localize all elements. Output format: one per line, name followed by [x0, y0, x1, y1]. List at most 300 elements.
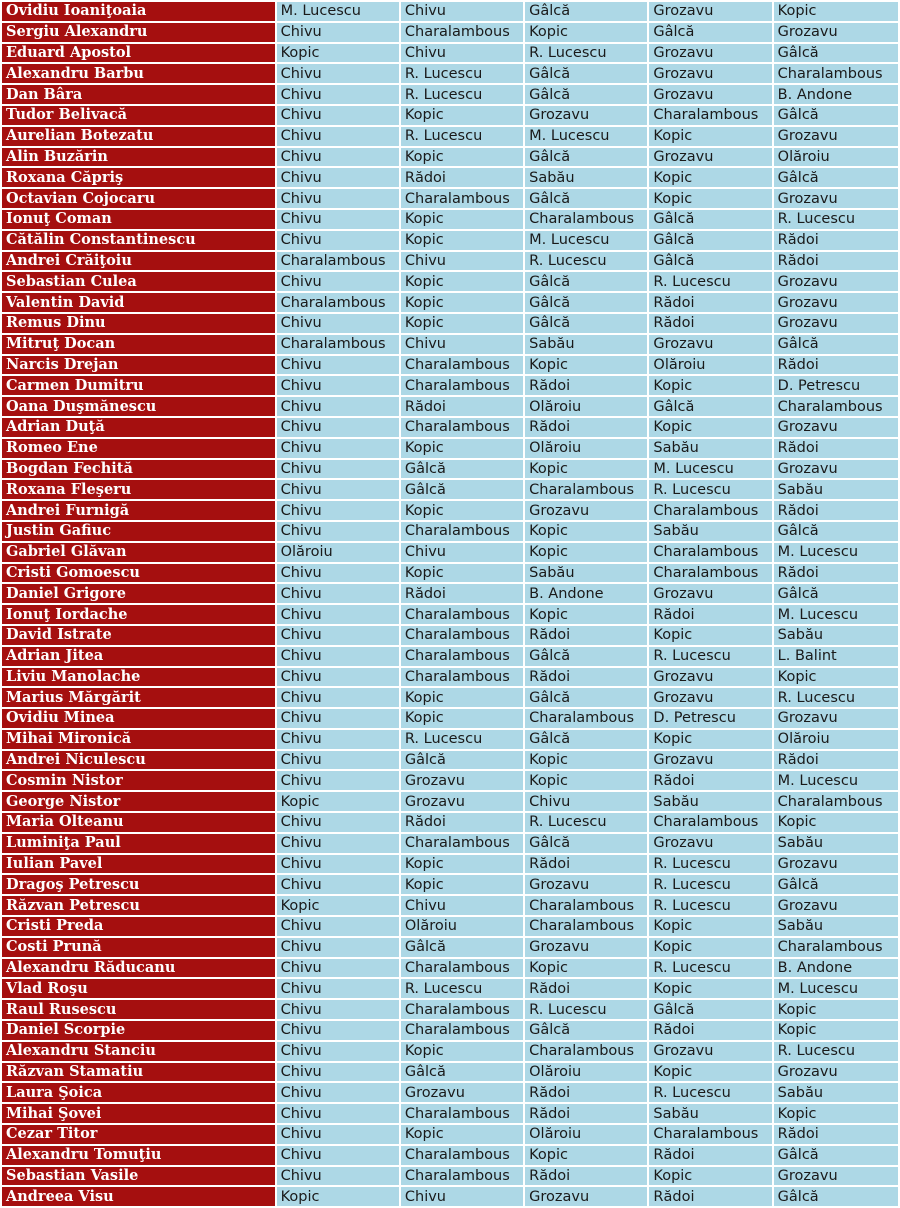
journalist-name: Dragoş Petrescu — [2, 875, 275, 894]
pick-5-cell: Gâlcă — [774, 335, 898, 354]
pick-1-cell: Chivu — [277, 855, 399, 874]
table-row — [2, 730, 898, 749]
journalist-name: George Nistor — [2, 792, 275, 811]
pick-3-cell: Olăroiu — [525, 1125, 647, 1144]
pick-4-cell: Rădoi — [649, 1187, 771, 1206]
pick-4-cell: Kopic — [649, 938, 771, 957]
pick-5-cell: Rădoi — [774, 252, 898, 271]
pick-4-cell: Grozavu — [649, 1042, 771, 1061]
pick-5-cell: Kopic — [774, 813, 898, 832]
pick-3-cell: Charalambous — [525, 709, 647, 728]
pick-5-cell: Gâlcă — [774, 1187, 898, 1206]
pick-4-cell: Charalambous — [649, 501, 771, 520]
pick-4-cell: Charalambous — [649, 106, 771, 125]
pick-1-cell: Chivu — [277, 813, 399, 832]
pick-3-cell: Gâlcă — [525, 834, 647, 853]
journalist-name: Gabriel Glăvan — [2, 543, 275, 562]
pick-1-cell: Chivu — [277, 730, 399, 749]
pick-1-cell: Chivu — [277, 480, 399, 499]
pick-5-cell: Sabău — [774, 834, 898, 853]
table-row — [2, 813, 898, 832]
pick-2-cell: Charalambous — [401, 647, 523, 666]
pick-3-cell: Kopic — [525, 1146, 647, 1165]
pick-5-cell: M. Lucescu — [774, 605, 898, 624]
pick-5-cell: Kopic — [774, 1104, 898, 1123]
journalist-name: Roxana Fleşeru — [2, 480, 275, 499]
pick-1-cell: Chivu — [277, 605, 399, 624]
pick-2-cell: Rădoi — [401, 397, 523, 416]
pick-4-cell: Gâlcă — [649, 252, 771, 271]
table-row — [2, 647, 898, 666]
table-row — [2, 979, 898, 998]
journalist-name: Romeo Ene — [2, 439, 275, 458]
pick-1-cell: Charalambous — [277, 335, 399, 354]
pick-4-cell: Kopic — [649, 1167, 771, 1186]
journalist-name: Laura Şoica — [2, 1083, 275, 1102]
table-row — [2, 1000, 898, 1019]
pick-1-cell: Chivu — [277, 626, 399, 645]
journalist-name: Alexandru Stanciu — [2, 1042, 275, 1061]
journalist-name: Roxana Căpriş — [2, 168, 275, 187]
journalist-name: Ionuţ Iordache — [2, 605, 275, 624]
journalist-name: Adrian Duţă — [2, 418, 275, 437]
pick-1-cell: Chivu — [277, 979, 399, 998]
pick-3-cell: Kopic — [525, 751, 647, 770]
pick-1-cell: Kopic — [277, 1187, 399, 1206]
pick-1-cell: Chivu — [277, 148, 399, 167]
pick-5-cell: B. Andone — [774, 959, 898, 978]
table-row — [2, 771, 898, 790]
journalist-name: Raul Rusescu — [2, 1000, 275, 1019]
pick-4-cell: R. Lucescu — [649, 647, 771, 666]
pick-4-cell: Sabău — [649, 792, 771, 811]
journalist-name: Justin Gafiuc — [2, 522, 275, 541]
journalist-name: Liviu Manolache — [2, 668, 275, 687]
table-row — [2, 376, 898, 395]
pick-1-cell: Chivu — [277, 959, 399, 978]
table-row — [2, 1063, 898, 1082]
pick-5-cell: M. Lucescu — [774, 979, 898, 998]
pick-2-cell: Charalambous — [401, 1000, 523, 1019]
pick-4-cell: Rădoi — [649, 314, 771, 333]
pick-5-cell: Kopic — [774, 668, 898, 687]
journalist-name: Daniel Grigore — [2, 584, 275, 603]
pick-2-cell: Charalambous — [401, 1167, 523, 1186]
pick-2-cell: Gâlcă — [401, 480, 523, 499]
pick-5-cell: Rădoi — [774, 231, 898, 250]
pick-1-cell: Chivu — [277, 1125, 399, 1144]
pick-2-cell: Chivu — [401, 896, 523, 915]
pick-1-cell: Chivu — [277, 189, 399, 208]
pick-2-cell: R. Lucescu — [401, 85, 523, 104]
pick-1-cell: M. Lucescu — [277, 2, 399, 21]
pick-4-cell: Gâlcă — [649, 1000, 771, 1019]
pick-3-cell: Rădoi — [525, 979, 647, 998]
pick-1-cell: Chivu — [277, 1167, 399, 1186]
journalist-name: Remus Dinu — [2, 314, 275, 333]
table-row — [2, 584, 898, 603]
table-row — [2, 168, 898, 187]
pick-2-cell: Chivu — [401, 543, 523, 562]
pick-5-cell: Rădoi — [774, 564, 898, 583]
pick-5-cell: Olăroiu — [774, 148, 898, 167]
pick-5-cell: Charalambous — [774, 397, 898, 416]
journalist-name: Sebastian Vasile — [2, 1167, 275, 1186]
pick-1-cell: Kopic — [277, 44, 399, 63]
pick-2-cell: Charalambous — [401, 1104, 523, 1123]
pick-3-cell: Gâlcă — [525, 314, 647, 333]
pick-2-cell: Kopic — [401, 501, 523, 520]
pick-2-cell: Gâlcă — [401, 751, 523, 770]
pick-4-cell: Charalambous — [649, 1125, 771, 1144]
table-row — [2, 335, 898, 354]
journalist-name: Adrian Jitea — [2, 647, 275, 666]
pick-2-cell: R. Lucescu — [401, 64, 523, 83]
table-row — [2, 231, 898, 250]
table-row — [2, 917, 898, 936]
pick-5-cell: Gâlcă — [774, 875, 898, 894]
pick-3-cell: Kopic — [525, 23, 647, 42]
journalist-name: Alexandru Răducanu — [2, 959, 275, 978]
journalist-name: Iulian Pavel — [2, 855, 275, 874]
pick-1-cell: Chivu — [277, 834, 399, 853]
pick-2-cell: Chivu — [401, 335, 523, 354]
pick-1-cell: Chivu — [277, 460, 399, 479]
pick-2-cell: R. Lucescu — [401, 730, 523, 749]
journalist-name: Ionuţ Coman — [2, 210, 275, 229]
pick-2-cell: Kopic — [401, 106, 523, 125]
pick-3-cell: Sabău — [525, 168, 647, 187]
table-row — [2, 293, 898, 312]
pick-5-cell: Rădoi — [774, 501, 898, 520]
table-row — [2, 792, 898, 811]
pick-2-cell: Chivu — [401, 252, 523, 271]
pick-2-cell: Charalambous — [401, 668, 523, 687]
pick-3-cell: Sabău — [525, 564, 647, 583]
pick-1-cell: Chivu — [277, 23, 399, 42]
pick-1-cell: Chivu — [277, 501, 399, 520]
table-row — [2, 397, 898, 416]
pick-4-cell: Rădoi — [649, 293, 771, 312]
pick-1-cell: Chivu — [277, 771, 399, 790]
pick-2-cell: Gâlcă — [401, 1063, 523, 1082]
pick-5-cell: Grozavu — [774, 23, 898, 42]
pick-3-cell: Gâlcă — [525, 730, 647, 749]
journalist-name: Alexandru Tomuţiu — [2, 1146, 275, 1165]
pick-2-cell: Charalambous — [401, 418, 523, 437]
pick-2-cell: Charalambous — [401, 959, 523, 978]
pick-5-cell: Gâlcă — [774, 168, 898, 187]
table-row — [2, 855, 898, 874]
table-row — [2, 1167, 898, 1186]
pick-2-cell: Grozavu — [401, 792, 523, 811]
table-row — [2, 1021, 898, 1040]
pick-3-cell: Grozavu — [525, 938, 647, 957]
pick-2-cell: Chivu — [401, 2, 523, 21]
pick-5-cell: Grozavu — [774, 293, 898, 312]
pick-1-cell: Chivu — [277, 210, 399, 229]
pick-3-cell: Charalambous — [525, 480, 647, 499]
pick-3-cell: R. Lucescu — [525, 813, 647, 832]
pick-1-cell: Chivu — [277, 168, 399, 187]
journalist-name: Aurelian Botezatu — [2, 127, 275, 146]
table-row — [2, 875, 898, 894]
journalist-name: Răzvan Petrescu — [2, 896, 275, 915]
pick-4-cell: Charalambous — [649, 813, 771, 832]
pick-1-cell: Chivu — [277, 85, 399, 104]
pick-4-cell: Rădoi — [649, 1146, 771, 1165]
journalist-name: Bogdan Fechită — [2, 460, 275, 479]
pick-4-cell: Sabău — [649, 439, 771, 458]
pick-3-cell: Gâlcă — [525, 1021, 647, 1040]
pick-4-cell: Gâlcă — [649, 231, 771, 250]
pick-1-cell: Chivu — [277, 917, 399, 936]
pick-3-cell: Gâlcă — [525, 688, 647, 707]
pick-5-cell: Charalambous — [774, 938, 898, 957]
pick-4-cell: Grozavu — [649, 335, 771, 354]
pick-3-cell: Kopic — [525, 605, 647, 624]
table-row — [2, 668, 898, 687]
pick-4-cell: Kopic — [649, 127, 771, 146]
pick-1-cell: Chivu — [277, 1146, 399, 1165]
pick-4-cell: Rădoi — [649, 771, 771, 790]
pick-1-cell: Chivu — [277, 272, 399, 291]
pick-4-cell: Grozavu — [649, 688, 771, 707]
pick-2-cell: Rădoi — [401, 584, 523, 603]
pick-2-cell: Kopic — [401, 148, 523, 167]
journalist-name: David Istrate — [2, 626, 275, 645]
pick-3-cell: Rădoi — [525, 1104, 647, 1123]
pick-3-cell: Kopic — [525, 356, 647, 375]
journalist-name: Sergiu Alexandru — [2, 23, 275, 42]
pick-5-cell: Gâlcă — [774, 106, 898, 125]
pick-1-cell: Chivu — [277, 1104, 399, 1123]
table-row — [2, 751, 898, 770]
pick-5-cell: Charalambous — [774, 64, 898, 83]
pick-3-cell: Grozavu — [525, 875, 647, 894]
table-row — [2, 148, 898, 167]
pick-4-cell: Gâlcă — [649, 23, 771, 42]
pick-5-cell: Grozavu — [774, 460, 898, 479]
journalist-name: Costi Prună — [2, 938, 275, 957]
pick-3-cell: Charalambous — [525, 896, 647, 915]
pick-4-cell: Grozavu — [649, 2, 771, 21]
pick-5-cell: Grozavu — [774, 314, 898, 333]
pick-4-cell: R. Lucescu — [649, 896, 771, 915]
table-row — [2, 626, 898, 645]
table-row — [2, 127, 898, 146]
pick-5-cell: R. Lucescu — [774, 210, 898, 229]
pick-4-cell: Gâlcă — [649, 397, 771, 416]
pick-1-cell: Chivu — [277, 397, 399, 416]
pick-2-cell: Charalambous — [401, 23, 523, 42]
pick-5-cell: Sabău — [774, 1083, 898, 1102]
pick-5-cell: Grozavu — [774, 272, 898, 291]
table-row — [2, 2, 898, 21]
pick-1-cell: Chivu — [277, 127, 399, 146]
pick-5-cell: Rădoi — [774, 356, 898, 375]
pick-2-cell: Gâlcă — [401, 460, 523, 479]
table-row — [2, 480, 898, 499]
pick-4-cell: R. Lucescu — [649, 1083, 771, 1102]
journalist-name: Mihai Mironică — [2, 730, 275, 749]
pick-5-cell: M. Lucescu — [774, 543, 898, 562]
pick-4-cell: Kopic — [649, 626, 771, 645]
pick-3-cell: B. Andone — [525, 584, 647, 603]
journalist-name: Marius Mărgărit — [2, 688, 275, 707]
pick-4-cell: Grozavu — [649, 64, 771, 83]
pick-3-cell: Olăroiu — [525, 397, 647, 416]
pick-3-cell: Gâlcă — [525, 189, 647, 208]
table-row — [2, 522, 898, 541]
pick-5-cell: Grozavu — [774, 418, 898, 437]
pick-2-cell: Kopic — [401, 314, 523, 333]
pick-2-cell: Charalambous — [401, 522, 523, 541]
pick-4-cell: Rădoi — [649, 1021, 771, 1040]
pick-5-cell: L. Balint — [774, 647, 898, 666]
journalist-name: Cătălin Constantinescu — [2, 231, 275, 250]
pick-5-cell: Kopic — [774, 2, 898, 21]
pick-4-cell: R. Lucescu — [649, 272, 771, 291]
pick-2-cell: Chivu — [401, 44, 523, 63]
pick-4-cell: Kopic — [649, 730, 771, 749]
pick-3-cell: Charalambous — [525, 1042, 647, 1061]
pick-4-cell: Sabău — [649, 1104, 771, 1123]
pick-3-cell: Rădoi — [525, 626, 647, 645]
pick-1-cell: Chivu — [277, 688, 399, 707]
pick-1-cell: Chivu — [277, 231, 399, 250]
table-row — [2, 543, 898, 562]
table-row — [2, 709, 898, 728]
journalist-name: Mitruţ Docan — [2, 335, 275, 354]
pick-5-cell: Grozavu — [774, 896, 898, 915]
pick-2-cell: Kopic — [401, 293, 523, 312]
table-row — [2, 1104, 898, 1123]
pick-5-cell: Sabău — [774, 917, 898, 936]
pick-2-cell: Chivu — [401, 1187, 523, 1206]
pick-4-cell: R. Lucescu — [649, 959, 771, 978]
pick-3-cell: Chivu — [525, 792, 647, 811]
table-row — [2, 834, 898, 853]
table-row — [2, 272, 898, 291]
table-row — [2, 1125, 898, 1144]
table-row — [2, 1187, 898, 1206]
pick-1-cell: Chivu — [277, 647, 399, 666]
table-row — [2, 356, 898, 375]
pick-1-cell: Chivu — [277, 522, 399, 541]
pick-4-cell: Kopic — [649, 1063, 771, 1082]
pick-3-cell: Gâlcă — [525, 85, 647, 104]
pick-1-cell: Chivu — [277, 1000, 399, 1019]
pick-1-cell: Olăroiu — [277, 543, 399, 562]
pick-2-cell: Kopic — [401, 875, 523, 894]
pick-3-cell: M. Lucescu — [525, 127, 647, 146]
pick-3-cell: R. Lucescu — [525, 1000, 647, 1019]
pick-5-cell: Grozavu — [774, 127, 898, 146]
pick-2-cell: Kopic — [401, 439, 523, 458]
pick-2-cell: Kopic — [401, 231, 523, 250]
journalist-name: Andrei Furnigă — [2, 501, 275, 520]
pick-1-cell: Chivu — [277, 1042, 399, 1061]
pick-2-cell: Charalambous — [401, 1146, 523, 1165]
journalist-name: Cezar Titor — [2, 1125, 275, 1144]
journalist-name: Daniel Scorpie — [2, 1021, 275, 1040]
pick-3-cell: Kopic — [525, 543, 647, 562]
pick-3-cell: Rădoi — [525, 418, 647, 437]
pick-2-cell: Rădoi — [401, 168, 523, 187]
pick-4-cell: Gâlcă — [649, 210, 771, 229]
table-row — [2, 1083, 898, 1102]
table-row — [2, 501, 898, 520]
pick-2-cell: Kopic — [401, 1125, 523, 1144]
pick-3-cell: Charalambous — [525, 210, 647, 229]
journalist-name: Narcis Drejan — [2, 356, 275, 375]
table-row — [2, 418, 898, 437]
pick-2-cell: Olăroiu — [401, 917, 523, 936]
table-row — [2, 1146, 898, 1165]
pick-1-cell: Chivu — [277, 938, 399, 957]
pick-3-cell: Grozavu — [525, 106, 647, 125]
pick-2-cell: Kopic — [401, 1042, 523, 1061]
journalist-name: Ovidiu Ioaniţoaia — [2, 2, 275, 21]
pick-3-cell: Kopic — [525, 771, 647, 790]
pick-5-cell: Sabău — [774, 480, 898, 499]
pick-4-cell: Grozavu — [649, 834, 771, 853]
pick-2-cell: Charalambous — [401, 356, 523, 375]
journalist-name: Răzvan Stamatiu — [2, 1063, 275, 1082]
pick-4-cell: Kopic — [649, 168, 771, 187]
pick-2-cell: Kopic — [401, 688, 523, 707]
pick-2-cell: Grozavu — [401, 771, 523, 790]
pick-3-cell: Kopic — [525, 460, 647, 479]
pick-3-cell: Rădoi — [525, 1167, 647, 1186]
journalist-name: Dan Bâra — [2, 85, 275, 104]
pick-4-cell: Kopic — [649, 979, 771, 998]
pick-2-cell: Grozavu — [401, 1083, 523, 1102]
pick-3-cell: Gâlcă — [525, 293, 647, 312]
pick-5-cell: M. Lucescu — [774, 771, 898, 790]
pick-4-cell: Grozavu — [649, 44, 771, 63]
journalist-name: Cristi Gomoescu — [2, 564, 275, 583]
pick-1-cell: Chivu — [277, 668, 399, 687]
pick-3-cell: Gâlcă — [525, 64, 647, 83]
pick-1-cell: Chivu — [277, 709, 399, 728]
pick-1-cell: Chivu — [277, 376, 399, 395]
pick-5-cell: Grozavu — [774, 189, 898, 208]
journalist-name: Octavian Cojocaru — [2, 189, 275, 208]
table-row — [2, 1042, 898, 1061]
pick-5-cell: Rădoi — [774, 751, 898, 770]
table-row — [2, 189, 898, 208]
pick-5-cell: Grozavu — [774, 1063, 898, 1082]
table-row — [2, 23, 898, 42]
pick-4-cell: M. Lucescu — [649, 460, 771, 479]
journalist-name: Vlad Roşu — [2, 979, 275, 998]
pick-3-cell: M. Lucescu — [525, 231, 647, 250]
pick-2-cell: Charalambous — [401, 1021, 523, 1040]
pick-4-cell: R. Lucescu — [649, 855, 771, 874]
pick-4-cell: D. Petrescu — [649, 709, 771, 728]
pick-4-cell: R. Lucescu — [649, 875, 771, 894]
journalist-name: Oana Duşmănescu — [2, 397, 275, 416]
pick-5-cell: B. Andone — [774, 85, 898, 104]
pick-3-cell: Gâlcă — [525, 148, 647, 167]
pick-1-cell: Chivu — [277, 584, 399, 603]
pick-3-cell: Olăroiu — [525, 1063, 647, 1082]
pick-2-cell: Charalambous — [401, 605, 523, 624]
journalist-name: Andreea Visu — [2, 1187, 275, 1206]
table-row — [2, 959, 898, 978]
